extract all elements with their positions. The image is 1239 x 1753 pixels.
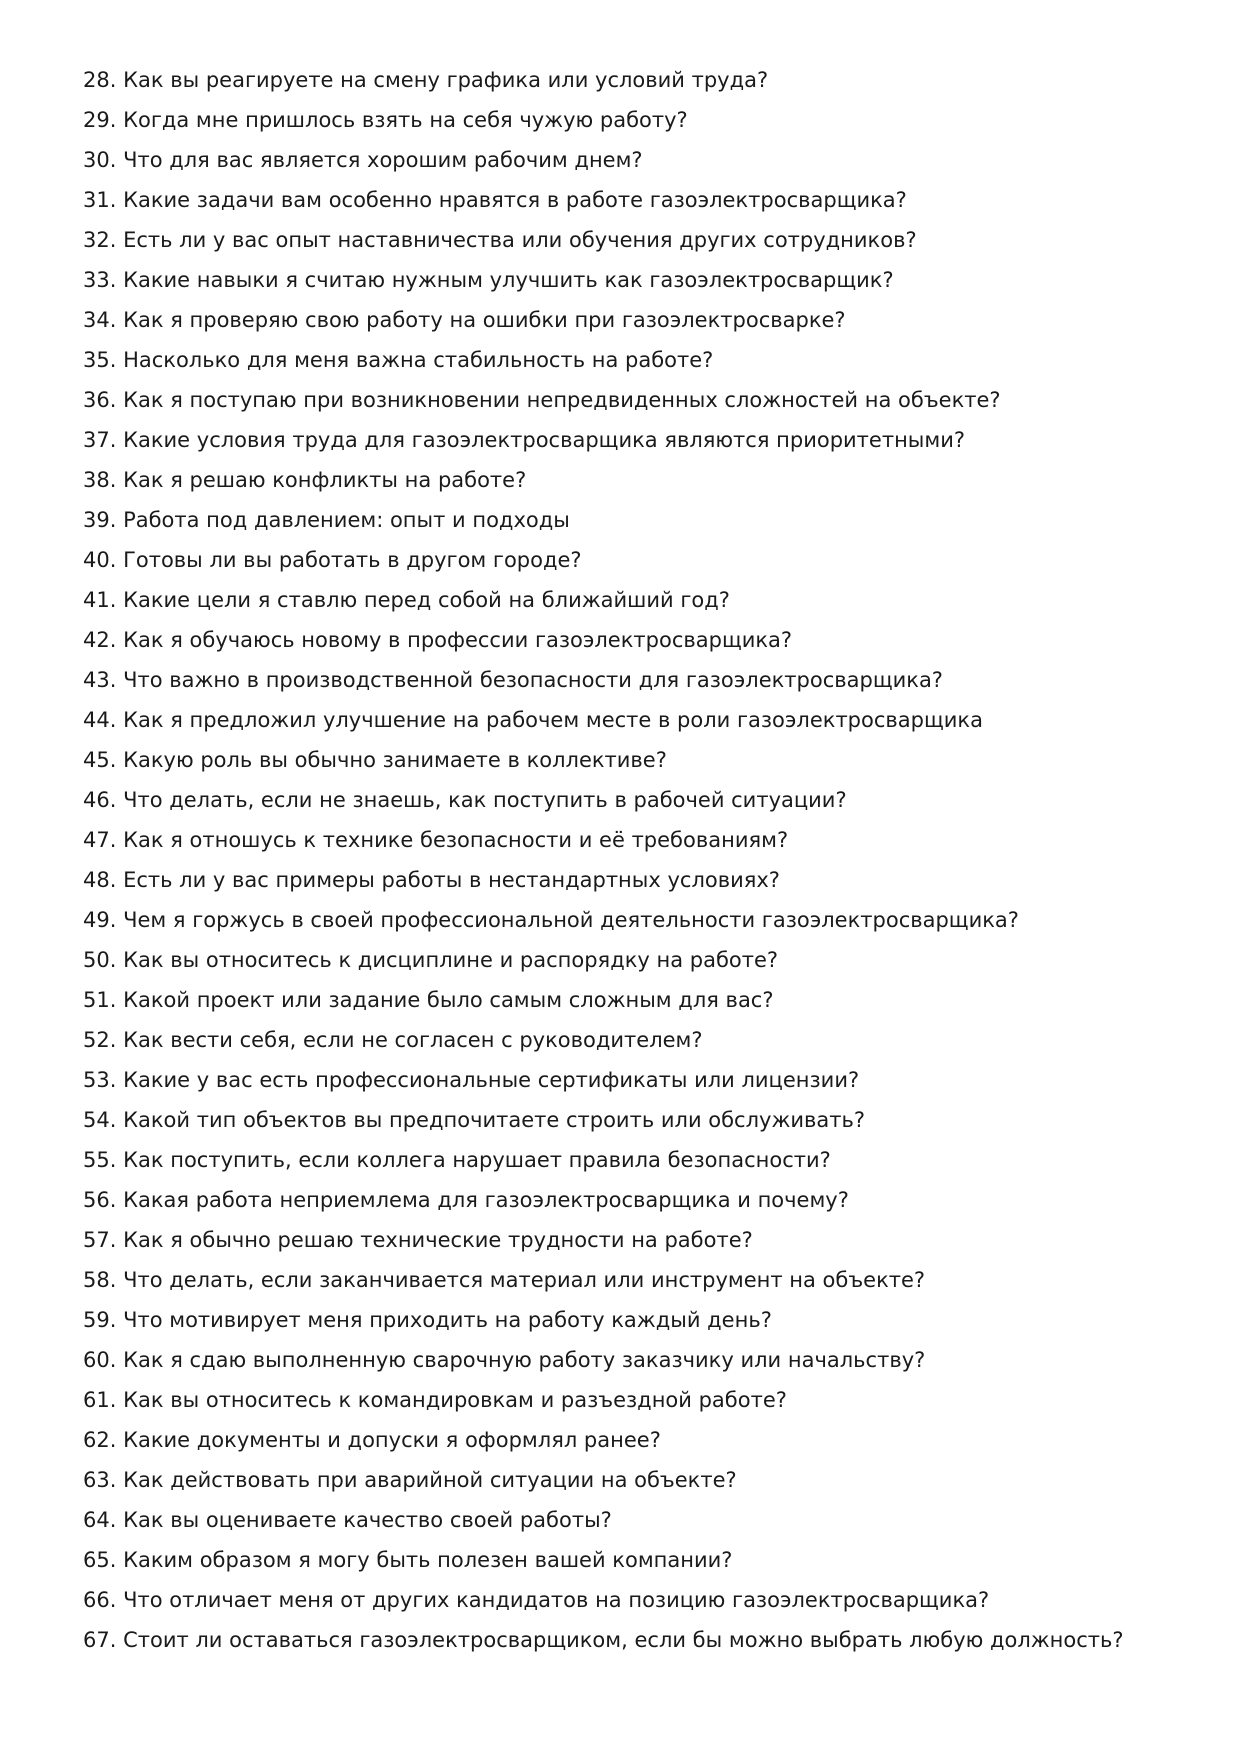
question-item: 38. Как я решаю конфликты на работе? [83,468,527,492]
question-item: 54. Какой тип объектов вы предпочитаете строить или обслуживать? [83,1108,866,1132]
question-item: 51. Какой проект или задание было самым сложным для вас? [83,988,774,1012]
question-item: 45. Какую роль вы обычно занимаете в коллективе? [83,748,667,772]
question-item: 41. Какие цели я ставлю перед собой на ближайший год? [83,588,730,612]
question-item: 28. Как вы реагируете на смену графика или условий труда? [83,68,769,92]
question-item: 53. Какие у вас есть профессиональные сертификаты или лицензии? [83,1068,860,1092]
question-item: 60. Как я сдаю выполненную сварочную работу заказчику или начальству? [83,1348,926,1372]
question-item: 46. Что делать, если не знаешь, как поступить в рабочей ситуации? [83,788,847,812]
question-item: 50. Как вы относитесь к дисциплине и распорядку на работе? [83,948,779,972]
question-item: 34. Как я проверяю свою работу на ошибки при газоэлектросварке? [83,308,846,332]
question-item: 56. Какая работа неприемлема для газоэлектросварщика и почему? [83,1188,849,1212]
question-item: 62. Какие документы и допуски я оформлял ранее? [83,1428,661,1452]
question-item: 33. Какие навыки я считаю нужным улучшить как газоэлектросварщик? [83,268,894,292]
question-item: 58. Что делать, если заканчивается материал или инструмент на объекте? [83,1268,926,1292]
question-item: 39. Работа под давлением: опыт и подходы [83,508,570,532]
question-item: 64. Как вы оцениваете качество своей работы? [83,1508,612,1532]
question-item: 66. Что отличает меня от других кандидатов на позицию газоэлектросварщика? [83,1588,990,1612]
question-item: 57. Как я обычно решаю технические трудности на работе? [83,1228,753,1252]
question-item: 59. Что мотивирует меня приходить на работу каждый день? [83,1308,772,1332]
question-item: 52. Как вести себя, если не согласен с руководителем? [83,1028,703,1052]
question-item: 40. Готовы ли вы работать в другом городе? [83,548,582,572]
question-item: 31. Какие задачи вам особенно нравятся в работе газоэлектросварщика? [83,188,907,212]
question-item: 44. Как я предложил улучшение на рабочем месте в роли газоэлектросварщика [83,708,983,732]
question-item: 29. Когда мне пришлось взять на себя чужую работу? [83,108,688,132]
question-item: 55. Как поступить, если коллега нарушает правила безопасности? [83,1148,831,1172]
question-item: 42. Как я обучаюсь новому в профессии газоэлектросварщика? [83,628,793,652]
question-item: 48. Есть ли у вас примеры работы в нестандартных условиях? [83,868,780,892]
question-item: 47. Как я отношусь к технике безопасности и её требованиям? [83,828,789,852]
question-item: 49. Чем я горжусь в своей профессиональной деятельности газоэлектросварщика? [83,908,1019,932]
question-item: 67. Стоит ли оставаться газоэлектросварщиком, если бы можно выбрать любую должность? [83,1628,1124,1652]
question-item: 63. Как действовать при аварийной ситуации на объекте? [83,1468,737,1492]
question-item: 61. Как вы относитесь к командировкам и разъездной работе? [83,1388,787,1412]
question-item: 32. Есть ли у вас опыт наставничества или обучения других сотрудников? [83,228,917,252]
question-list [83,60,1124,1660]
question-item: 37. Какие условия труда для газоэлектросварщика являются приоритетными? [83,428,966,452]
question-item: 43. Что важно в производственной безопасности для газоэлектросварщика? [83,668,943,692]
question-item: 30. Что для вас является хорошим рабочим днем? [83,148,643,172]
question-item: 35. Насколько для меня важна стабильность на работе? [83,348,714,372]
question-item: 36. Как я поступаю при возникновении непредвиденных сложностей на объекте? [83,388,1001,412]
question-item: 65. Каким образом я могу быть полезен вашей компании? [83,1548,733,1572]
